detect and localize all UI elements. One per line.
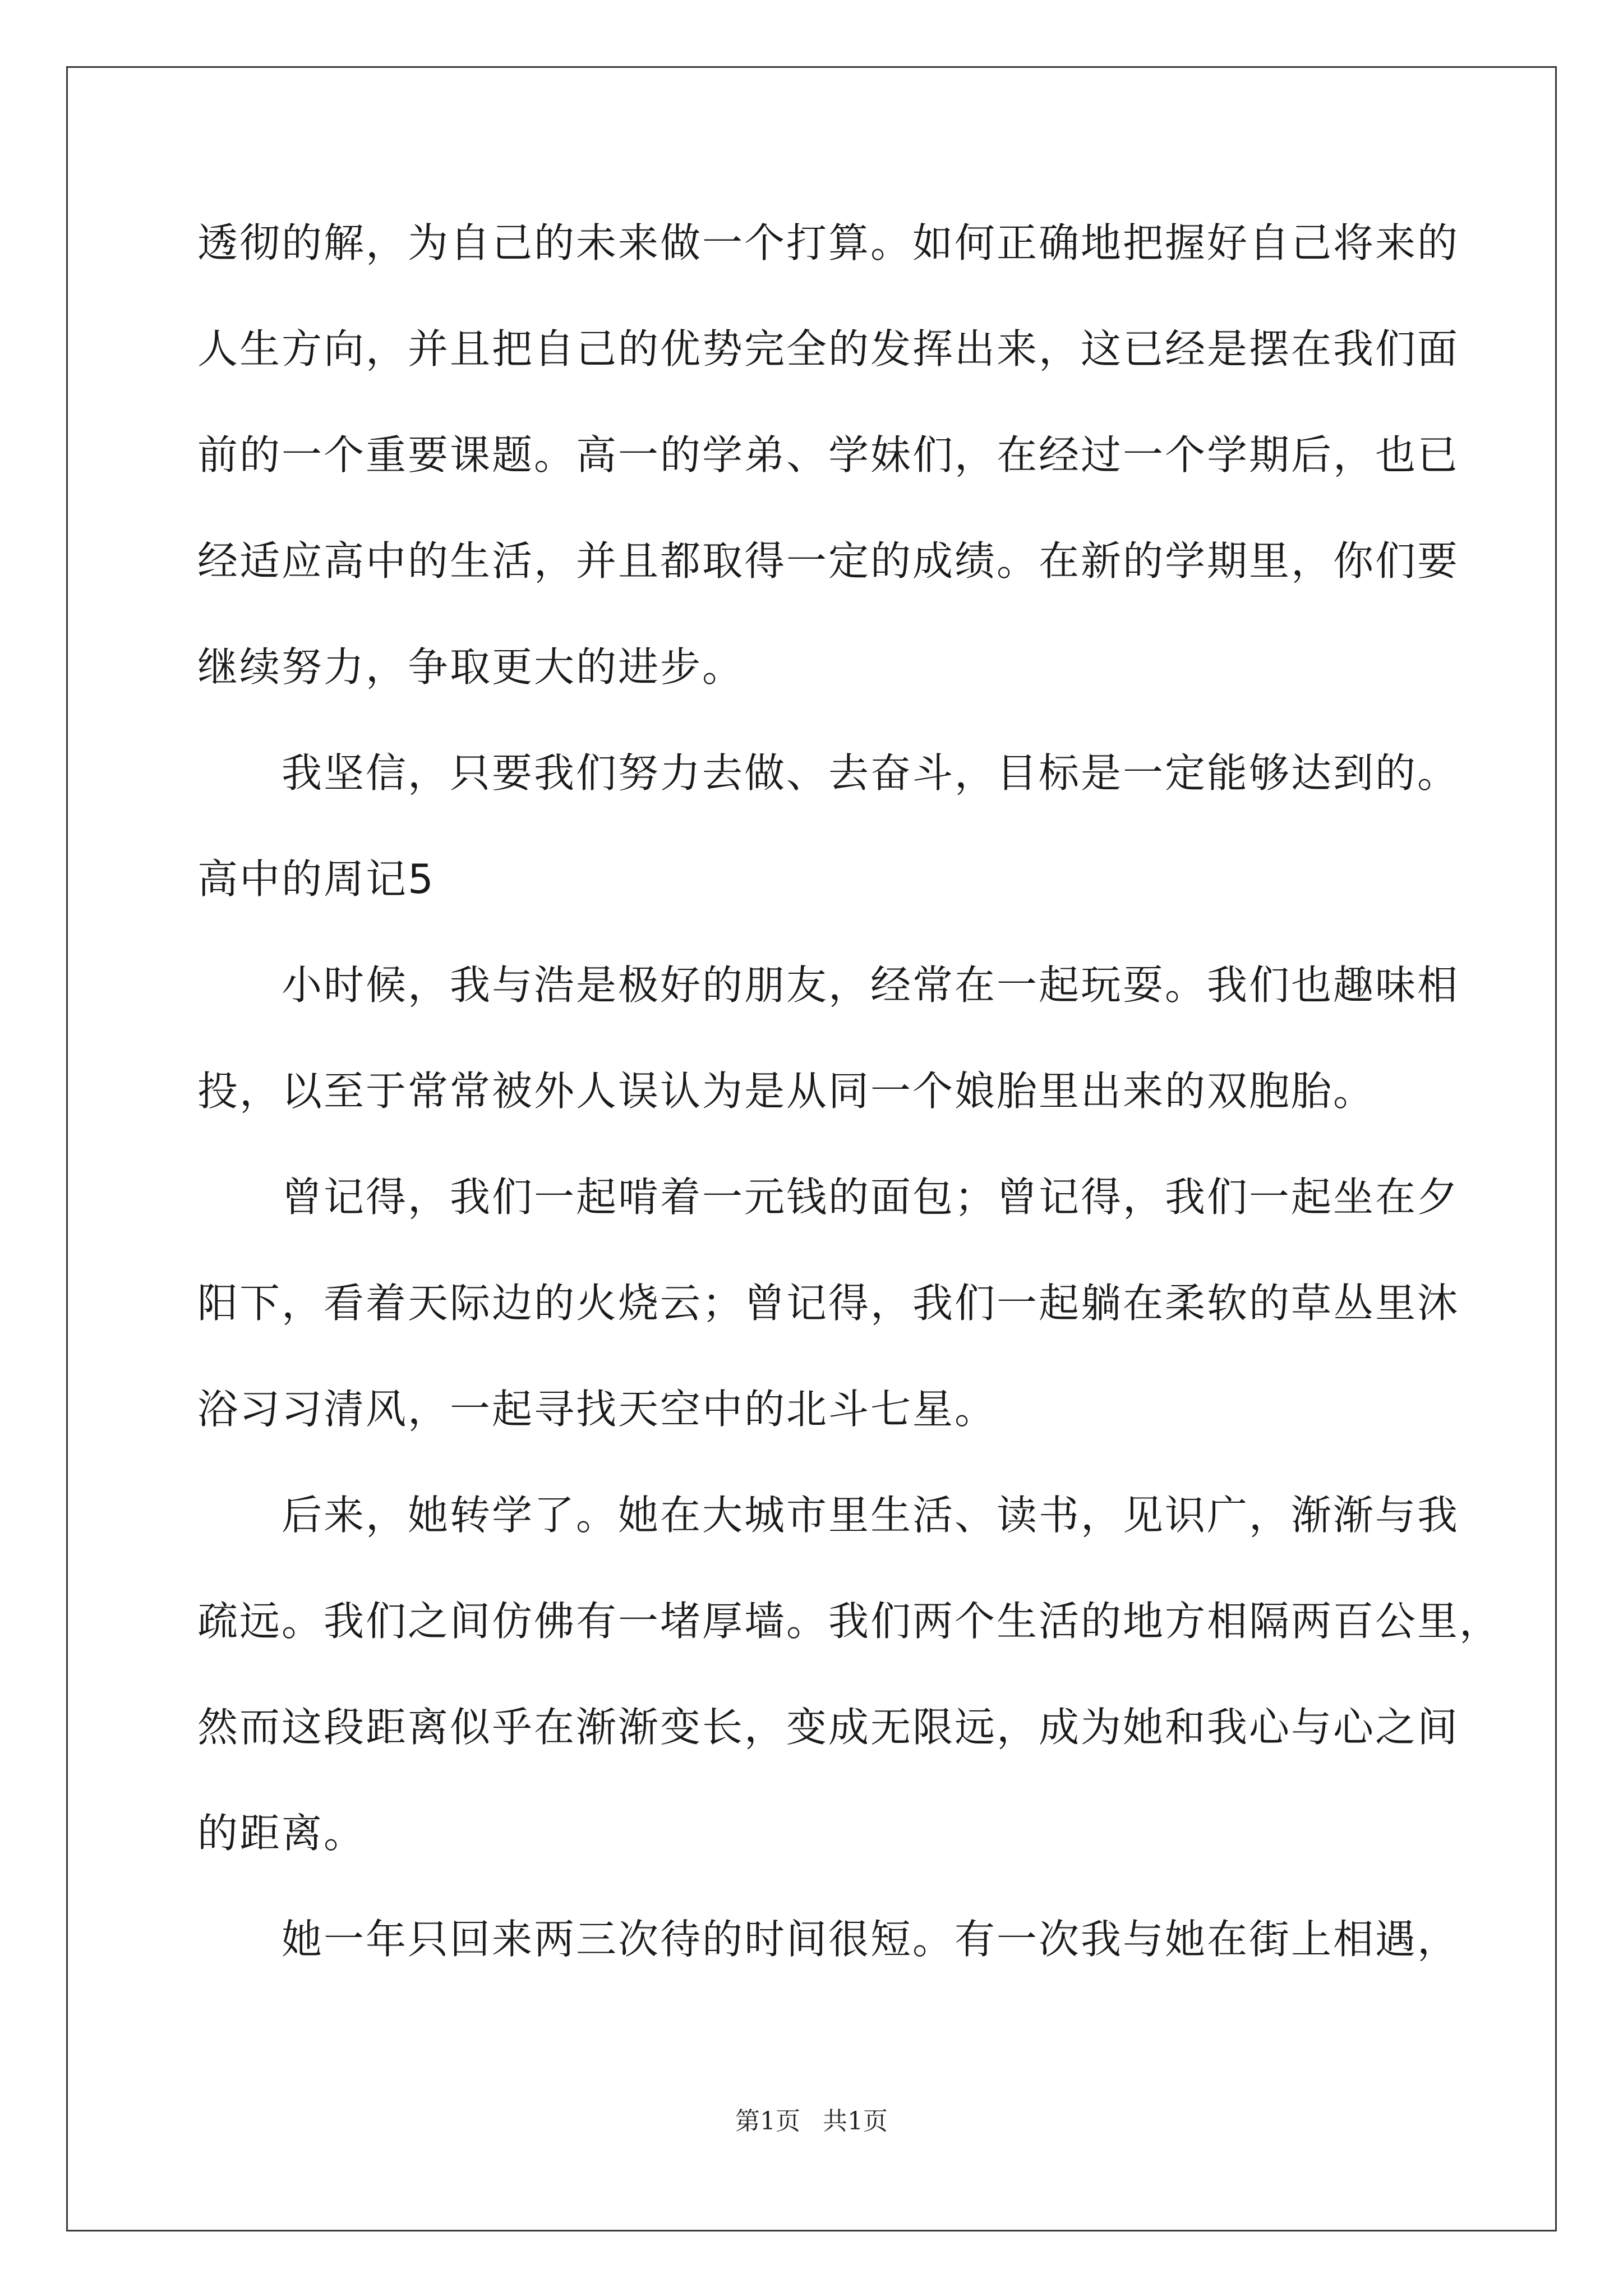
text-line: 透彻的解，为自己的未来做一个打算。如何正确地把握好自己将来的	[197, 219, 1460, 266]
page-number: 第1页	[735, 2107, 800, 2136]
text-line: 曾记得，我们一起啃着一元钱的面包；曾记得，我们一起坐在夕	[282, 1174, 1460, 1221]
text-line: 前的一个重要课题。高一的学弟、学妹们，在经过一个学期后，也已	[197, 431, 1460, 478]
page-total: 共1页	[823, 2107, 888, 2136]
page-footer	[0, 2101, 1623, 2137]
document-body	[197, 216, 1502, 2018]
text-line: 疏远。我们之间仿佛有一堵厚墙。我们两个生活的地方相隔两百公里，	[197, 1598, 1502, 1645]
text-line: 经适应高中的生活，并且都取得一定的成绩。在新的学期里，你们要	[197, 537, 1460, 585]
text-line: 投，以至于常常被外人误认为是从同一个娘胎里出来的双胞胎。	[197, 1068, 1376, 1115]
text-line: 她一年只回来两三次待的时间很短。有一次我与她在街上相遇，	[282, 1916, 1460, 1963]
text-line: 然而这段距离似乎在渐渐变长，变成无限远，成为她和我心与心之间	[197, 1704, 1460, 1751]
text-line: 我坚信，只要我们努力去做、去奋斗，目标是一定能够达到的。	[282, 749, 1460, 797]
text-line: 浴习习清风，一起寻找天空中的北斗七星。	[197, 1386, 997, 1433]
text-line: 阳下，看着天际边的火烧云；曾记得，我们一起躺在柔软的草丛里沐	[197, 1280, 1460, 1327]
text-line: 的距离。	[197, 1810, 366, 1857]
text-line: 后来，她转学了。她在大城市里生活、读书，见识广，渐渐与我	[282, 1492, 1460, 1539]
text-line: 继续努力，争取更大的进步。	[197, 643, 745, 691]
text-line: 人生方向，并且把自己的优势完全的发挥出来，这已经是摆在我们面	[197, 325, 1460, 372]
text-line: 小时候，我与浩是极好的朋友，经常在一起玩耍。我们也趣味相	[282, 961, 1460, 1009]
section-heading: 高中的周记5	[197, 855, 435, 903]
